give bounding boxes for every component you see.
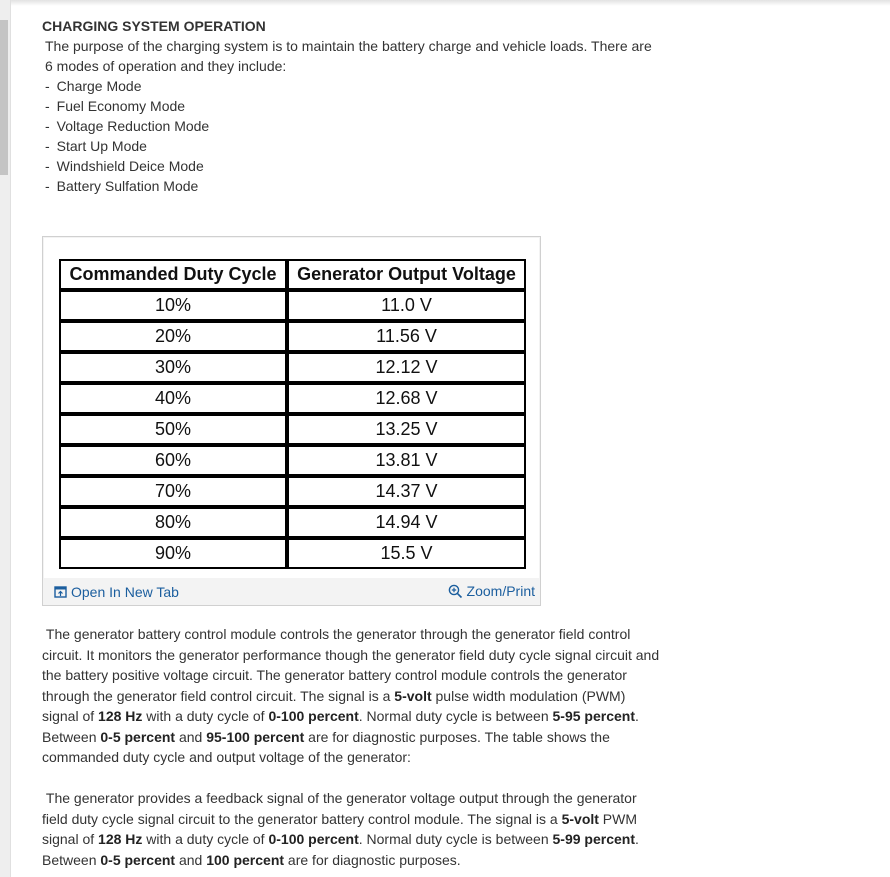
bold-run: 128 Hz	[98, 831, 143, 847]
voltage-cell: 14.94 V	[287, 507, 526, 538]
voltage-cell: 13.25 V	[287, 414, 526, 445]
bold-run: 128 Hz	[98, 708, 143, 724]
text-run: The generator provides a feedback signal of the generator voltage output through the generator field duty cycle signal circuit to the generator battery control module. The signal is a	[42, 790, 637, 827]
bold-run: 0-100 percent	[268, 708, 359, 724]
text-run: are for diagnostic purposes.	[284, 851, 461, 868]
table-row	[59, 507, 526, 538]
mode-label: Battery Sulfation Mode	[56, 178, 199, 194]
duty-cell: 70%	[59, 476, 287, 507]
table-row	[59, 476, 526, 507]
mode-label: Charge Mode	[56, 78, 142, 94]
bold-run: 5-volt	[561, 810, 599, 827]
section-title: CHARGING SYSTEM OPERATION	[42, 18, 266, 34]
duty-cycle-table	[59, 259, 526, 569]
voltage-cell: 11.0 V	[287, 290, 526, 321]
text-run: with a duty cycle of	[142, 708, 269, 724]
section-intro: The purpose of the charging system is to maintain the battery charge and vehicle loads. There are 6 modes of operation and they include:	[45, 38, 652, 74]
zoom-in-icon	[448, 584, 463, 599]
bold-run: 95-100 percent	[206, 728, 305, 745]
bold-run: 0-5 percent	[100, 851, 176, 868]
voltage-cell: 14.37 V	[287, 476, 526, 507]
duty-cell: 40%	[59, 383, 287, 414]
text-run: with a duty cycle of	[142, 831, 269, 847]
zoom-print-link[interactable]	[448, 583, 535, 599]
duty-cell: 60%	[59, 445, 287, 476]
voltage-cell: 15.5 V	[287, 538, 526, 569]
text-run: and	[175, 728, 207, 745]
list-item: - Windshield Deice Mode	[45, 158, 204, 174]
table-row	[59, 414, 526, 445]
header-duty-cycle: Commanded Duty Cycle	[59, 259, 287, 290]
voltage-cell: 12.68 V	[287, 383, 526, 414]
list-item: - Charge Mode	[45, 78, 142, 94]
table-row	[59, 290, 526, 321]
paragraph-feedback-signal	[42, 788, 662, 870]
table-row	[59, 352, 526, 383]
voltage-cell: 11.56 V	[287, 321, 526, 352]
bold-run: 100 percent	[206, 851, 285, 868]
voltage-cell: 12.12 V	[287, 352, 526, 383]
bold-run: 0-100 percent	[268, 831, 359, 847]
paragraph-duty-cycle-control	[42, 624, 662, 768]
list-item: - Battery Sulfation Mode	[45, 178, 199, 194]
modes-list	[42, 76, 662, 196]
duty-cell: 10%	[59, 290, 287, 321]
open-in-new-tab-label: Open In New Tab	[71, 584, 179, 600]
mode-label: Start Up Mode	[56, 138, 147, 154]
text-run: pulse width modulation (PWM) signal of	[42, 687, 626, 724]
mode-label: Voltage Reduction Mode	[56, 118, 210, 134]
figure-footer	[43, 578, 540, 605]
table-header-row	[59, 259, 526, 290]
header-output-voltage: Generator Output Voltage	[287, 259, 526, 290]
mode-label: Fuel Economy Mode	[56, 98, 186, 114]
list-item: - Voltage Reduction Mode	[45, 118, 210, 134]
duty-cell: 20%	[59, 321, 287, 352]
table-row	[59, 321, 526, 352]
bold-run: 5-95 percent	[552, 708, 635, 724]
section-content	[42, 16, 662, 196]
duty-cell: 30%	[59, 352, 287, 383]
table-row	[59, 383, 526, 414]
text-run: PWM signal of	[42, 810, 638, 847]
figure-image	[44, 238, 539, 578]
scrollbar-thumb[interactable]	[0, 20, 8, 175]
top-shadow	[0, 0, 890, 6]
text-run: . Normal duty cycle is between	[358, 831, 553, 847]
text-run: are for diagnostic purposes. The table shows the commanded duty cycle and output voltage of the generator:	[42, 728, 610, 765]
text-run: . Between	[42, 831, 639, 868]
open-in-new-tab-link[interactable]	[54, 584, 179, 600]
text-run: The generator battery control module controls the generator through the generator field control circuit. It monitors the generator performance though the generator field duty cycle signal circuit and the battery positive voltage circuit. The generator battery control module controls the generator through the generator field control circuit. The signal is a	[42, 626, 660, 704]
text-run: . Between	[42, 708, 639, 745]
voltage-cell: 13.81 V	[287, 445, 526, 476]
open-new-tab-icon	[54, 586, 67, 598]
mode-label: Windshield Deice Mode	[56, 158, 204, 174]
zoom-print-label: Zoom/Print	[466, 583, 535, 599]
duty-cell: 50%	[59, 414, 287, 445]
bold-run: 5-volt	[394, 687, 432, 704]
list-item: - Start Up Mode	[45, 138, 147, 154]
text-run: and	[175, 851, 207, 868]
duty-cycle-figure	[42, 236, 541, 606]
text-run: . Normal duty cycle is between	[358, 708, 553, 724]
table-row	[59, 445, 526, 476]
scrollbar-track[interactable]	[0, 0, 11, 877]
duty-cell: 80%	[59, 507, 287, 538]
bold-run: 0-5 percent	[100, 728, 176, 745]
duty-cell: 90%	[59, 538, 287, 569]
bold-run: 5-99 percent	[552, 831, 635, 847]
table-row	[59, 538, 526, 569]
list-item: - Fuel Economy Mode	[45, 98, 186, 114]
